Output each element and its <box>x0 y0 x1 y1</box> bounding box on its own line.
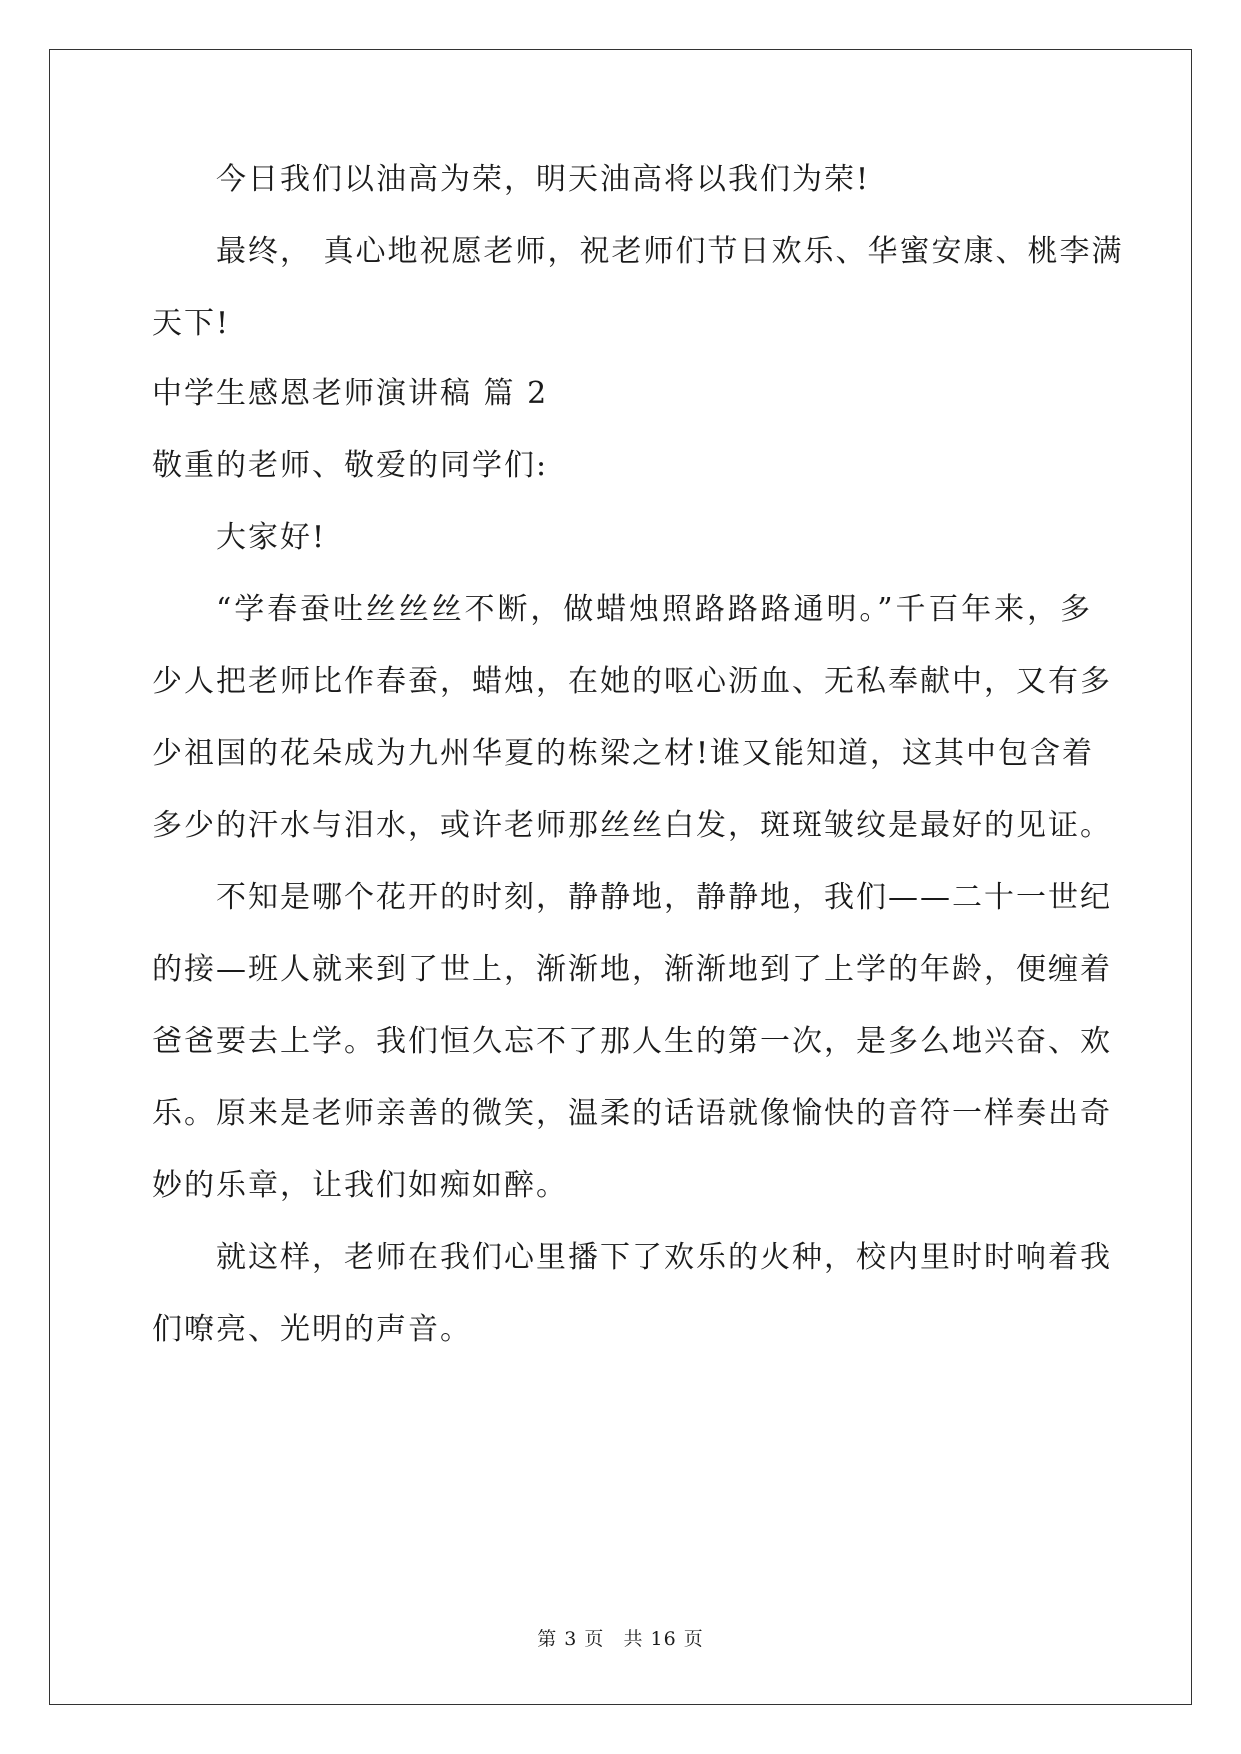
paragraph-line: “学春蚕吐丝丝丝不断，做蜡烛照路路路通明。”千百年来，多 <box>216 592 1092 627</box>
paragraph-line: 少人把老师比作春蚕，蜡烛，在她的呕心沥血、无私奉献中，又有多 <box>152 664 1112 699</box>
paragraph-line: 乐。原来是老师亲善的微笑，温柔的话语就像愉快的音符一样奏出奇 <box>152 1096 1112 1131</box>
page-number: 第 3 页 <box>537 1628 605 1650</box>
section-heading: 中学生感恩老师演讲稿 篇 2 <box>152 376 549 411</box>
paragraph-line: 最终， 真心地祝愿老师，祝老师们节日欢乐、华蜜安康、桃李满 <box>216 234 1124 269</box>
paragraph-line: 多少的汗水与泪水，或许老师那丝丝白发，斑斑皱纹是最好的见证。 <box>152 808 1112 843</box>
paragraph-line: 的接—班人就来到了世上，渐渐地，渐渐地到了上学的年龄，便缠着 <box>152 952 1112 987</box>
paragraph-line: 们嘹亮、光明的声音。 <box>152 1312 472 1347</box>
paragraph-line: 不知是哪个花开的时刻，静静地，静静地，我们——二十一世纪 <box>216 880 1112 915</box>
page-footer <box>0 1627 1241 1651</box>
paragraph-line: 爸爸要去上学。我们恒久忘不了那人生的第一次，是多么地兴奋、欢 <box>152 1024 1112 1059</box>
salutation: 敬重的老师、敬爱的同学们: <box>152 448 549 483</box>
paragraph-line: 天下! <box>152 306 231 341</box>
greeting: 大家好! <box>216 520 327 555</box>
paragraph-line: 妙的乐章，让我们如痴如醉。 <box>152 1168 568 1203</box>
paragraph-line: 今日我们以油高为荣，明天油高将以我们为荣! <box>216 162 871 197</box>
page-total: 共 16 页 <box>623 1628 704 1650</box>
page-border <box>49 49 1192 1705</box>
paragraph-line: 少祖国的花朵成为九州华夏的栋梁之材!谁又能知道，这其中包含着 <box>152 736 1095 771</box>
paragraph-line: 就这样，老师在我们心里播下了欢乐的火种，校内里时时响着我 <box>216 1240 1112 1275</box>
